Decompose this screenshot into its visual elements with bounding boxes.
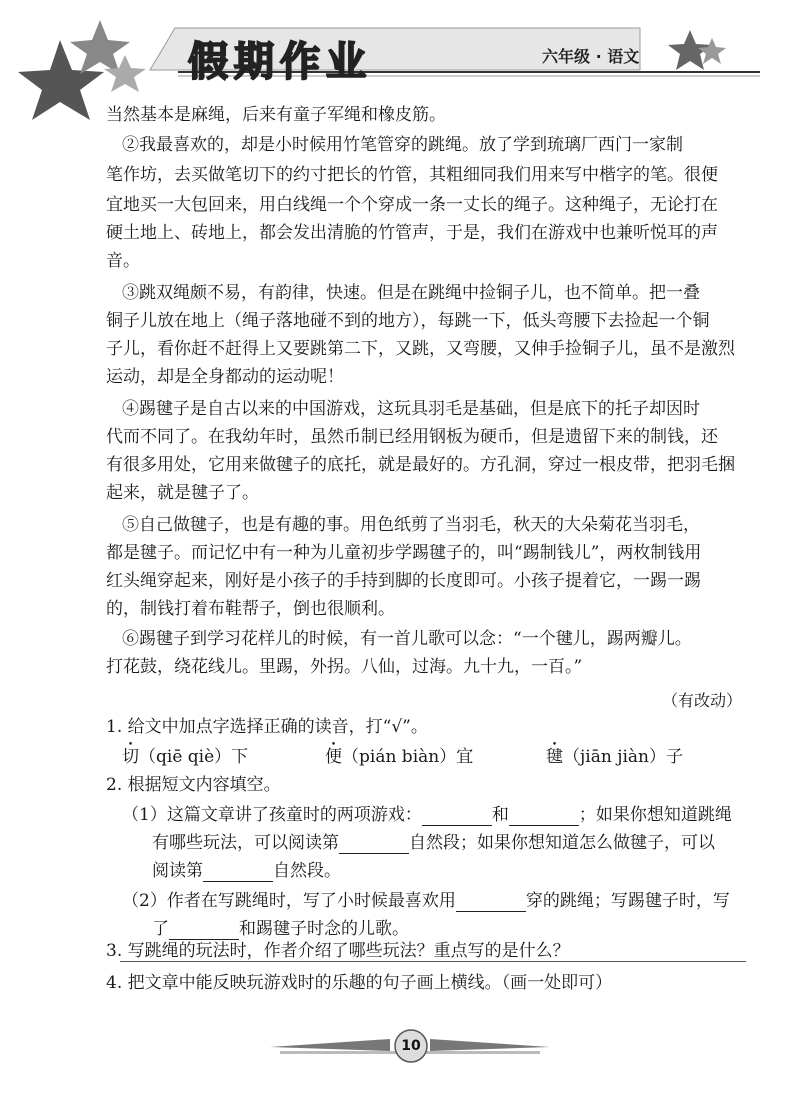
article-line: 音。 bbox=[106, 251, 140, 271]
article-line: 代而不同了。在我幼年时，虽然币制已经用钢板为硬币，但是遗留下来的制钱，还 bbox=[106, 427, 718, 447]
source-note: （有改动） bbox=[661, 691, 742, 710]
answer-blank[interactable] bbox=[456, 893, 526, 912]
article-line: 有很多用处，它用来做毽子的底托，就是最好的。方孔洞，穿过一根皮带，把羽毛捆 bbox=[106, 455, 735, 475]
answer-blank[interactable] bbox=[169, 921, 239, 940]
article-line: ②我最喜欢的，却是小时候用竹笔管穿的跳绳。放了学到琉璃厂西门一家制 bbox=[122, 135, 683, 155]
article-line: 铜子儿放在地上（绳子落地碰不到的地方），每跳一下，低头弯腰下去捡起一个铜 bbox=[106, 311, 710, 331]
q1-option-1 bbox=[122, 746, 248, 768]
question-4: 4. 把文章中能反映玩游戏时的乐趣的句子画上横线。（画一处即可） bbox=[106, 973, 613, 993]
page-footer bbox=[260, 1025, 560, 1065]
article-line: 子儿，看你赶不赶得上又要跳第二下，又跳，又弯腰，又伸手捡铜子儿，虽不是激烈 bbox=[106, 339, 735, 359]
q1-option-3 bbox=[546, 746, 683, 768]
answer-blank[interactable] bbox=[339, 835, 409, 854]
reading-choice[interactable]: （jiān jiàn）子 bbox=[563, 747, 683, 767]
article-line: ⑤自己做毽子，也是有趣的事。用色纸剪了当羽毛，秋天的大朵菊花当羽毛， bbox=[122, 515, 700, 535]
article-line: 笔作坊，去买做笔切下的约寸把长的竹管，其粗细同我们用来写中楷字的笔。很便 bbox=[106, 165, 718, 185]
article-line: 宜地买一大包回来，用白线绳一个个穿成一条一丈长的绳子。这种绳子，无论打在 bbox=[106, 195, 718, 215]
article-line: 硬土地上、砖地上，都会发出清脆的竹管声，于是，我们在游戏中也兼听悦耳的声 bbox=[106, 223, 718, 243]
brand-title: 假期作业 bbox=[188, 39, 372, 85]
answer-blank[interactable] bbox=[422, 807, 492, 826]
article-line: ⑥踢毽子到学习花样儿的时候，有一首儿歌可以念：“一个毽儿，踢两瓣儿。 bbox=[122, 629, 692, 649]
article-line: 的，制钱打着布鞋帮子，倒也很顺利。 bbox=[106, 599, 395, 619]
reading-choice[interactable]: （qiē qiè）下 bbox=[139, 747, 249, 767]
grade-subject: 六年级 · 语文 bbox=[542, 47, 640, 66]
article-line: 红头绳穿起来，刚好是小孩子的手持到脚的长度即可。小孩子提着它，一踢一踢 bbox=[106, 571, 701, 591]
header-decoration bbox=[0, 0, 800, 120]
article-line: 都是毽子。而记忆中有一种为儿童初步学踢毽子的，叫“踢制钱儿”，两枚制钱用 bbox=[106, 543, 702, 563]
dotted-char: 切 bbox=[122, 747, 139, 767]
page-number: 10 bbox=[401, 1038, 421, 1054]
q1-option-2 bbox=[325, 746, 473, 768]
article-line: 打花鼓，绕花线儿。里踢，外拐。八仙，过海。九十九，一百。” bbox=[106, 657, 583, 677]
q2-2-line-2: 了 和踢毽子时念的儿歌。 bbox=[152, 919, 409, 939]
answer-line[interactable] bbox=[120, 961, 746, 962]
q2-2-line-1: （2）作者在写跳绳时，写了小时候最喜欢用 穿的跳绳；写踢毽子时，写 bbox=[122, 891, 730, 911]
q2-1-line-3: 阅读第 自然段。 bbox=[152, 861, 341, 881]
question-2: 2. 根据短文内容填空。 bbox=[106, 775, 281, 795]
question-3: 3. 写跳绳的玩法时，作者介绍了哪些玩法？重点写的是什么？ bbox=[106, 941, 570, 961]
reading-choice[interactable]: （pián biàn）宜 bbox=[342, 747, 474, 767]
page-header bbox=[0, 0, 800, 120]
answer-blank[interactable] bbox=[509, 807, 579, 826]
answer-blank[interactable] bbox=[203, 863, 273, 882]
article-line: 起来，就是毽子了。 bbox=[106, 483, 259, 503]
article-line: ③跳双绳颇不易，有韵律，快速。但是在跳绳中捡铜子儿，也不简单。把一叠 bbox=[122, 283, 700, 303]
dotted-char: 毽 bbox=[546, 747, 563, 767]
article-line: 运动，却是全身都动的运动呢！ bbox=[106, 367, 344, 387]
dotted-char: 便 bbox=[325, 747, 342, 767]
question-1: 1. 给文中加点字选择正确的读音，打“√”。 bbox=[106, 717, 428, 737]
article-line: 当然基本是麻绳，后来有童子军绳和橡皮筋。 bbox=[106, 105, 446, 125]
q2-1-line-2: 有哪些玩法，可以阅读第 自然段；如果你想知道怎么做毽子，可以 bbox=[152, 833, 715, 853]
article-line: ④踢毽子是自古以来的中国游戏，这玩具羽毛是基础，但是底下的托子却因时 bbox=[122, 399, 700, 419]
q2-1-line-1: （1）这篇文章讲了孩童时的两项游戏： 和 ；如果你想知道跳绳 bbox=[122, 805, 732, 825]
star-icon bbox=[698, 38, 726, 64]
